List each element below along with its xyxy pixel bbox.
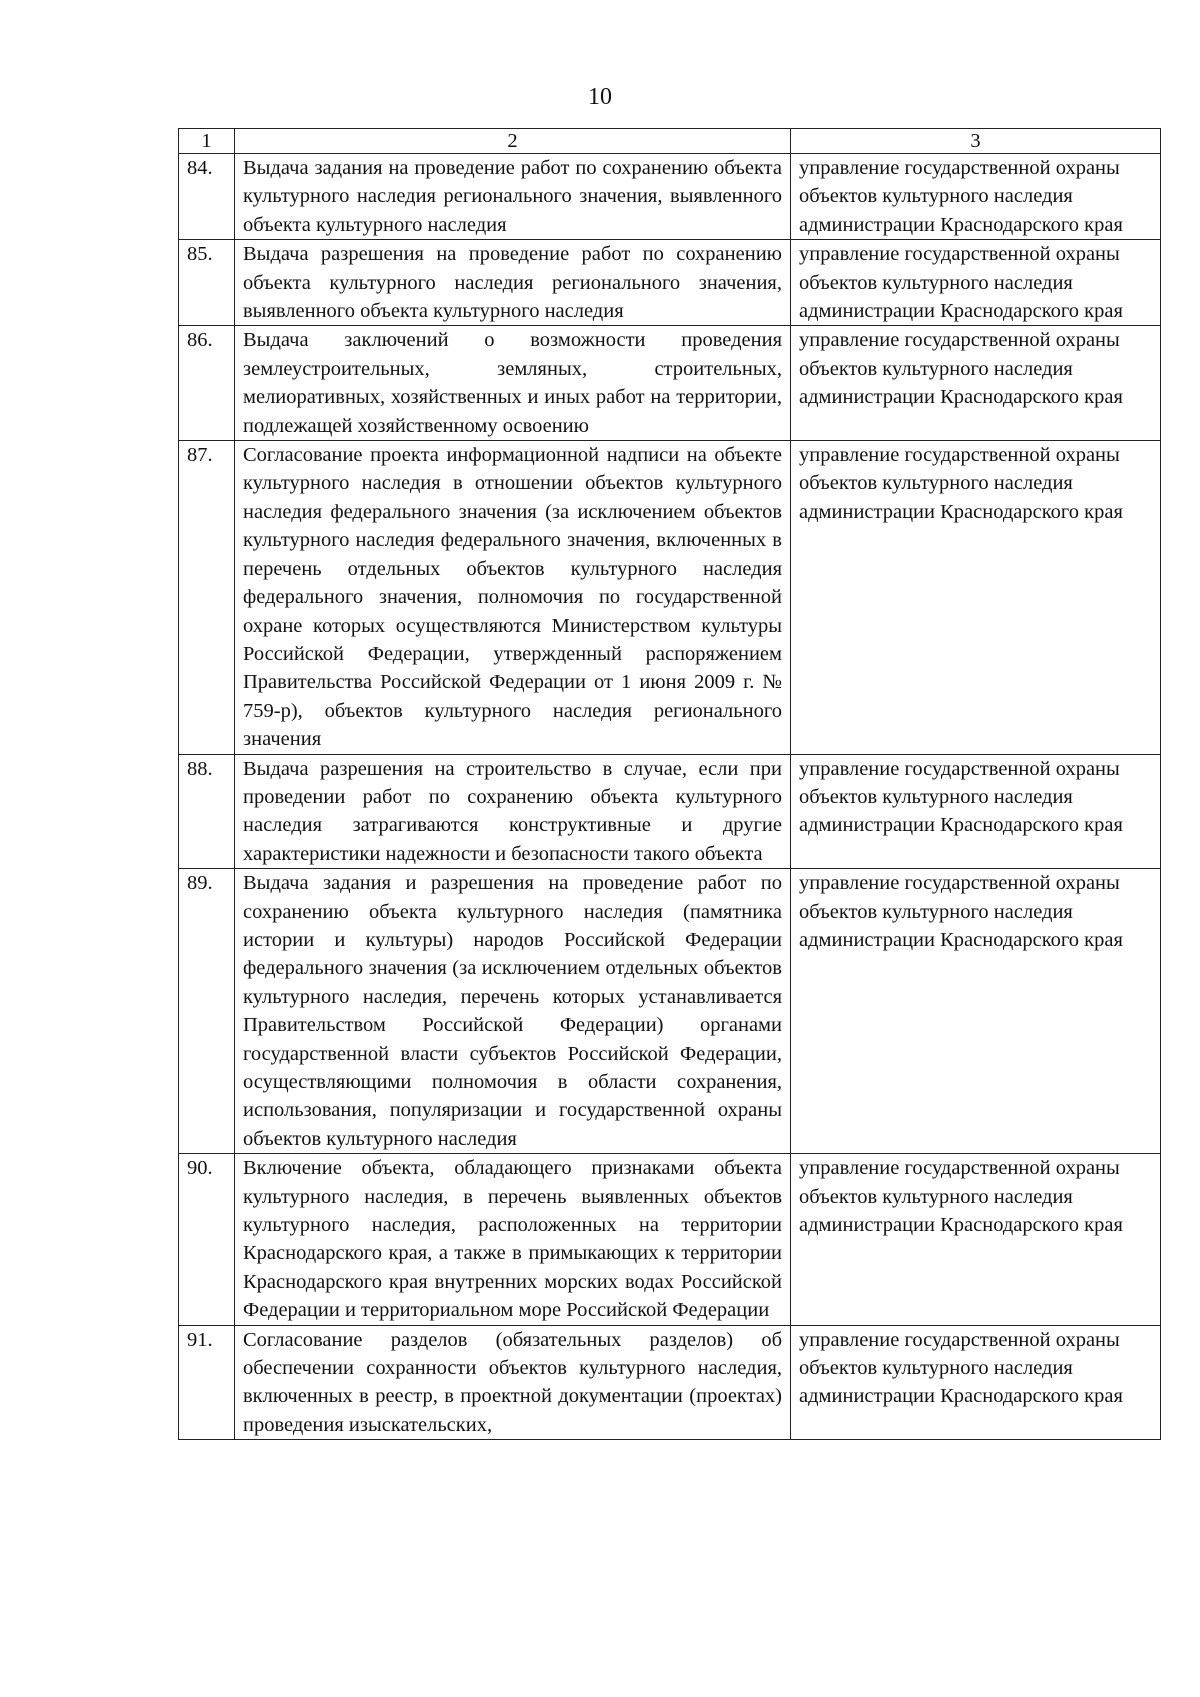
- responsible-authority: управление государственной охраны объектов культурного наследия администрации Краснодарского края: [791, 154, 1161, 240]
- column-header-3: 3: [791, 129, 1161, 154]
- services-table: [178, 128, 1161, 1440]
- responsible-authority: управление государственной охраны объектов культурного наследия администрации Краснодарского края: [791, 326, 1161, 441]
- table-row: [179, 441, 1161, 754]
- table-header-row: [179, 129, 1161, 154]
- service-description: Согласование разделов (обязательных разделов) об обеспечении сохранности объектов культурного наследия, включенных в реестр, в проектной документации (проектах) проведения изыскательских,: [235, 1325, 791, 1440]
- table-row: [179, 154, 1161, 240]
- table-row: [179, 869, 1161, 1154]
- page-number: 10: [588, 84, 612, 110]
- service-description: Согласование проекта информационной надписи на объекте культурного наследия в отношении объектов культурного наследия федерального значения (за исключением объектов культурного наследия федерального значения, включенных в перечень отдельных объектов культурного наследия федерального значения, полномочия по государственной охране которых осуществляются Министерством культуры Российской Федерации, утвержденный распоряжением Правительства Российской Федерации от 1 июня 2009 г. № 759-р), объектов культурного наследия регионального значения: [235, 441, 791, 754]
- service-description: Выдача заключений о возможности проведения землеустроительных, земляных, строительных, мелиоративных, хозяйственных и иных работ на территории, подлежащей хозяйственному освоению: [235, 326, 791, 441]
- row-number: 86.: [179, 326, 235, 441]
- table-row: [179, 1154, 1161, 1325]
- table-row: [179, 240, 1161, 326]
- row-number: 85.: [179, 240, 235, 326]
- row-number: 90.: [179, 1154, 235, 1325]
- service-description: Выдача разрешения на проведение работ по сохранению объекта культурного наследия регионального значения, выявленного объекта культурного наследия: [235, 240, 791, 326]
- responsible-authority: управление государственной охраны объектов культурного наследия администрации Краснодарского края: [791, 240, 1161, 326]
- row-number: 89.: [179, 869, 235, 1154]
- row-number: 84.: [179, 154, 235, 240]
- table-row: [179, 754, 1161, 869]
- row-number: 87.: [179, 441, 235, 754]
- service-description: Включение объекта, обладающего признаками объекта культурного наследия, в перечень выявленных объектов культурного наследия, расположенных на территории Краснодарского края, а также в примыкающих к территории Краснодарского края внутренних морских водах Российской Федерации и территориальном море Российской Федерации: [235, 1154, 791, 1325]
- column-header-1: 1: [179, 129, 235, 154]
- table-row: [179, 326, 1161, 441]
- responsible-authority: управление государственной охраны объектов культурного наследия администрации Краснодарского края: [791, 441, 1161, 754]
- service-description: Выдача задания на проведение работ по сохранению объекта культурного наследия регионального значения, выявленного объекта культурного наследия: [235, 154, 791, 240]
- row-number: 88.: [179, 754, 235, 869]
- row-number: 91.: [179, 1325, 235, 1440]
- service-description: Выдача разрешения на строительство в случае, если при проведении работ по сохранению объекта культурного наследия затрагиваются конструктивные и другие характеристики надежности и безопасности такого объекта: [235, 754, 791, 869]
- table-row: [179, 1325, 1161, 1440]
- column-header-2: 2: [235, 129, 791, 154]
- responsible-authority: управление государственной охраны объектов культурного наследия администрации Краснодарского края: [791, 1154, 1161, 1325]
- responsible-authority: управление государственной охраны объектов культурного наследия администрации Краснодарского края: [791, 869, 1161, 1154]
- responsible-authority: управление государственной охраны объектов культурного наследия администрации Краснодарского края: [791, 1325, 1161, 1440]
- service-description: Выдача задания и разрешения на проведение работ по сохранению объекта культурного наследия (памятника истории и культуры) народов Российской Федерации федерального значения (за исключением отдельных объектов культурного наследия, перечень которых устанавливается Правительством Российской Федерации) органами государственной власти субъектов Российской Федерации, осуществляющими полномочия в области сохранения, использования, популяризации и государственной охраны объектов культурного наследия: [235, 869, 791, 1154]
- responsible-authority: управление государственной охраны объектов культурного наследия администрации Краснодарского края: [791, 754, 1161, 869]
